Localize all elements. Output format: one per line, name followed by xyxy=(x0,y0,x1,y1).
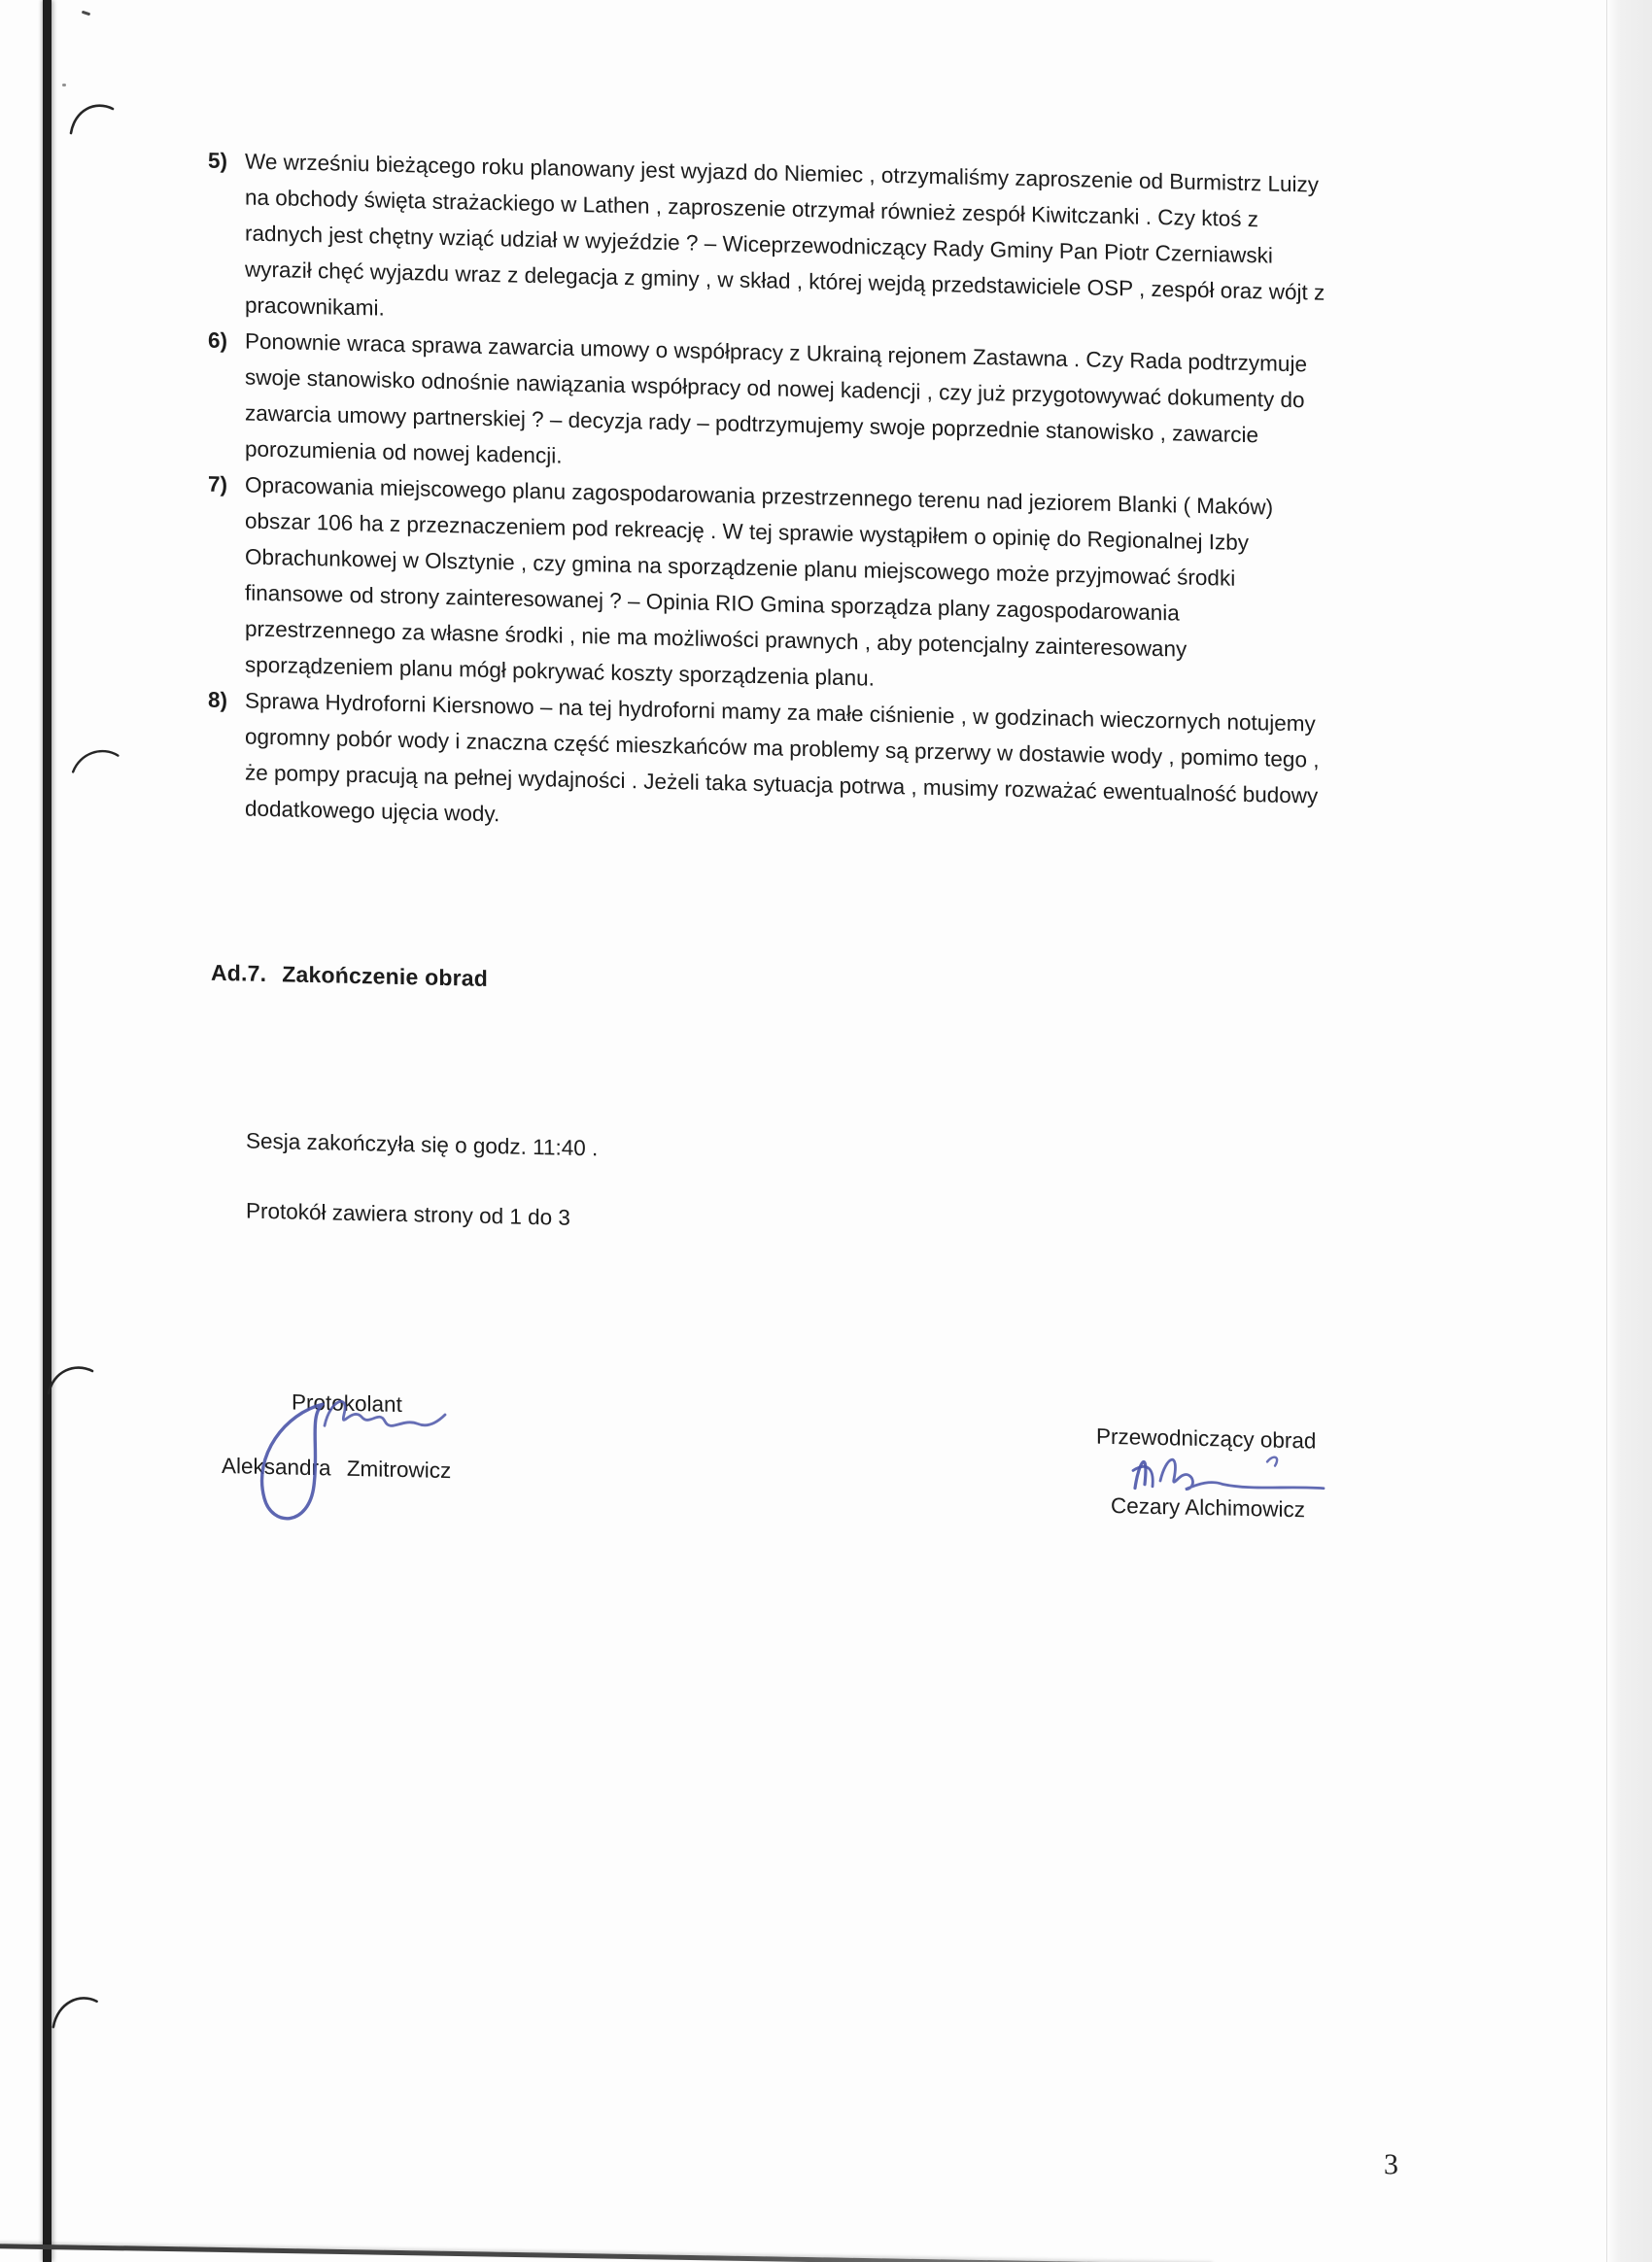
item-text: Sprawa Hydroforni Kiersnowo – na tej hydroforni mamy za małe ciśnienie , w godzinach wieczornych notujemy ogromny pobór wody i znaczna część mieszkańców ma problemy są przerwy w dostawie wody , pomimo tego , że pompy pracują na pełnej wydajności . Jeżeli taka sytuacja potrwa , musimy rozważać ewentualność budowy dodatkowego ujęcia wody. xyxy=(245,688,1320,827)
agenda-item-7 xyxy=(208,466,1340,706)
item-text: Opracowania miejscowego planu zagospodarowania przestrzennego terenu nad jeziorem Blanki ( Maków) obszar 106 ha z przeznaczeniem pod rekreację . W tej sprawie wystąpiłem o opinię do Regionalnej Izby Obrachunkowej w Olsztynie , czy gmina na sporządzenie planu miejscowego może przyjmować środki finansowe od strony zainteresowanej ? – Opinia RIO Gmina sporządza plany zagospodarowania przestrzennego za własne środki , nie ma możliwości prawnych , aby potencjalny zainteresowany sporządzeniem planu mógł pokrywać koszty sporządzenia planu. xyxy=(245,472,1274,691)
protocolist-name: Aleksandra Zmitrowicz xyxy=(222,1453,452,1484)
pages-count-line: Protokół zawiera strony od 1 do 3 xyxy=(246,1198,570,1230)
section-heading xyxy=(211,960,488,992)
item-text: Ponownie wraca sprawa zawarcia umowy o współpracy z Ukrainą rejonem Zastawna . Czy Rada podtrzymuje swoje stanowisko odnośnie nawiązania współpracy od nowej kadencji , czy już przygotowywać dokumenty do zawarcia umowy partnerskiej ? – decyzja rady – podtrzymujemy swoje poprzednie stanowisko , zawarcie porozumienia od nowej kadencji. xyxy=(245,328,1307,468)
section-heading-number: Ad.7. xyxy=(211,959,267,986)
agenda-item-list xyxy=(208,143,1340,850)
item-number: 5) xyxy=(208,148,228,174)
section-heading-title: Zakończenie obrad xyxy=(282,961,488,991)
chairman-role-label: Przewodniczący obrad xyxy=(1096,1423,1317,1454)
item-number: 8) xyxy=(208,687,228,713)
item-number: 6) xyxy=(208,327,228,354)
page-number: 3 xyxy=(1384,2148,1398,2181)
item-text: We wrześniu bieżącego roku planowany jest wyjazd do Niemiec , otrzymaliśmy zaproszenie od Burmistrz Luizy na obchody święta strażackiego w Lathen , zaproszenie otrzymał również zespół Kiwitczanki . Czy ktoś z radnych jest chętny wziąć udział w wyjeździe ? – Wiceprzewodniczący Rady Gminy Pan Piotr Czerniawski wyraził chęć wyjazdu wraz z delegacja z gminy , w skład , której wejdą przedstawiciele OSP , zespół oraz wójt z pracownikami. xyxy=(245,149,1325,321)
agenda-item-5 xyxy=(208,143,1340,347)
agenda-item-8 xyxy=(208,682,1340,850)
protocolist-role-label: Protokolant xyxy=(292,1389,402,1418)
chairman-name: Cezary Alchimowicz xyxy=(1111,1492,1306,1523)
agenda-item-6 xyxy=(208,323,1340,491)
item-number: 7) xyxy=(208,471,228,497)
session-end-line: Sesja zakończyła się o godz. 11:40 . xyxy=(246,1128,599,1161)
